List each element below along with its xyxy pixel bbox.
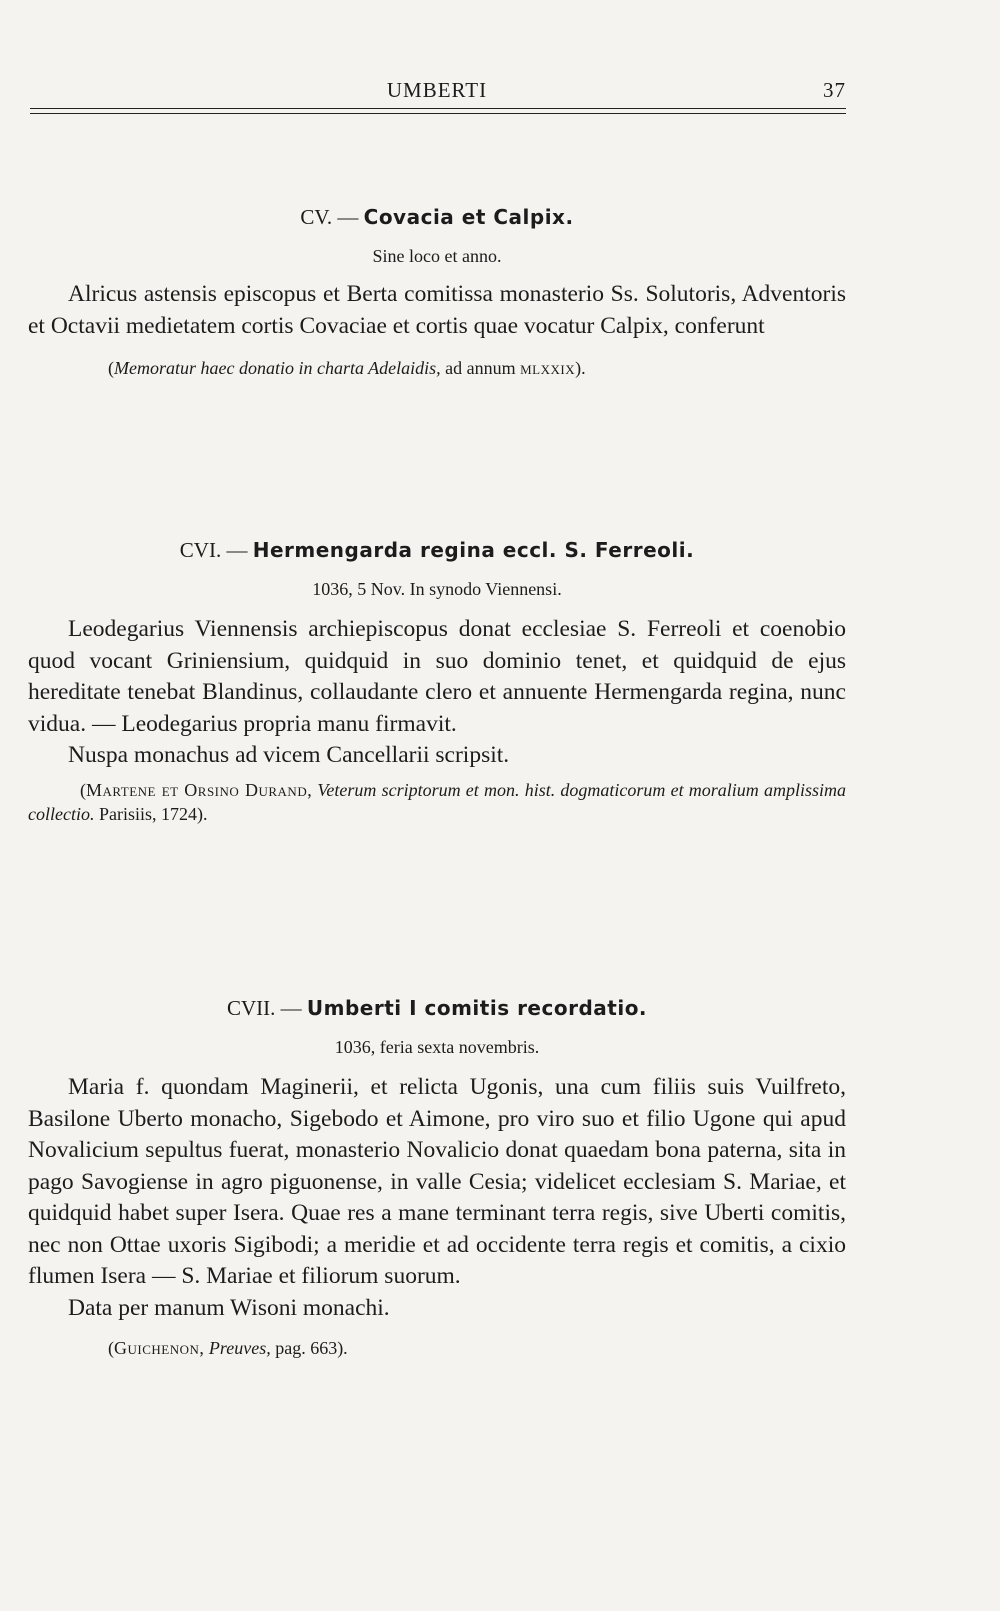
- entry-heading: [28, 538, 846, 563]
- citation-italic: Veterum scriptorum et mon. hist. dogmaticorum et moralium amplissima collectio.: [28, 779, 847, 824]
- entry-date: 1036, 5 Nov. In synodo Viennensi.: [312, 579, 562, 599]
- entry-paragraph: Data per manum Wisoni monachi.: [68, 1294, 390, 1321]
- entry-paragraph: Maria f. quondam Maginerii, et relicta Ugonis, una cum filiis suis Vuilfreto, Basilone Uberto monacho, Sigebodo et Aimone, pro viro suo et filio Ugone qui apud Novalicium sepultus fuerat, monasterio Novalicio donat quaedam bona paterna, sita in pago Savogiense in agro piguonense, in valle Cesia; videlicet ecclesiam S. Mariae, et quidquid habet super Isera. Quae res a mane terminant terra regis, sive Uberti comitis, nec non Ottae uxoris Sigibodi; a meridie et ad occidente terra regis et comitis, a cixio flumen Isera — S. Mariae et filiorum suorum.: [28, 1074, 846, 1289]
- source-citation: (Martene et Orsino Durand, Veterum scriptorum et mon. hist. dogmaticorum et moralium amplissima collectio. Parisiis, 1724).: [28, 779, 847, 824]
- entry-date: Sine loco et anno.: [372, 246, 502, 266]
- citation-italic: Memoratur haec donatio in charta Adelaidis,: [114, 358, 441, 378]
- header-rule-double: [30, 113, 846, 114]
- entry-cv: [28, 205, 846, 380]
- citation-italic: Preuves,: [208, 1338, 271, 1358]
- header-rule: [30, 108, 846, 109]
- entry-title: Covacia et Calpix.: [363, 205, 574, 229]
- entry-title: Umberti I comitis recordatio.: [306, 996, 648, 1020]
- entry-paragraph: Alricus astensis episcopus et Berta comitissa monasterio Ss. Solutoris, Adventoris et Octavii medietatem cortis Covaciae et cortis quae vocatur Calpix, conferunt: [28, 281, 846, 339]
- entry-cvii: [28, 996, 846, 1360]
- entry-paragraph: Nuspa monachus ad vicem Cancellarii scripsit.: [68, 742, 510, 768]
- page-header: [28, 78, 846, 104]
- page-number: 37: [823, 78, 846, 102]
- entry-number: CV. —: [300, 205, 359, 229]
- entry-title: Hermengarda regina eccl. S. Ferreoli.: [252, 538, 695, 562]
- entry-cvi: [28, 538, 846, 826]
- entry-number: CVII. —: [226, 996, 302, 1020]
- entry-heading: [28, 996, 846, 1021]
- source-citation: (Guichenon, Preuves, pag. 663).: [108, 1338, 348, 1358]
- entry-paragraph: Leodegarius Viennensis archiepiscopus donat ecclesiae S. Ferreoli et coenobio quod vocant Griniensium, quidquid in suo dominio tenet, et quidquid de ejus hereditate tenebat Blandinus, collaudante clero et annuente Hermengarda regina, nunc vidua. — Leodegarius propria manu firmavit.: [28, 616, 846, 737]
- entry-number: CVI. —: [179, 538, 248, 562]
- source-citation: (Memoratur haec donatio in charta Adelaidis, ad annum mlxxix).: [108, 358, 586, 378]
- entry-heading: [28, 205, 846, 230]
- entry-date: 1036, feria sexta novembris.: [334, 1037, 540, 1057]
- running-head: UMBERTI: [386, 78, 488, 102]
